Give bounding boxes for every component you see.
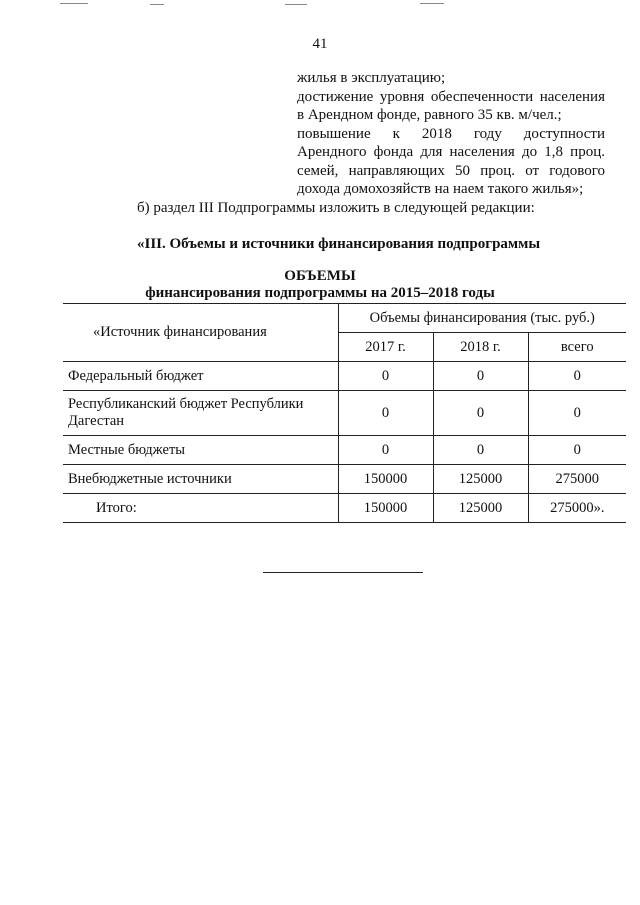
total-label: Итого: [63, 494, 338, 523]
section-title: «III. Объемы и источники финансирования подпрограммы [137, 236, 541, 252]
value-cell-total: 0 [528, 362, 626, 391]
table-total-row [63, 494, 626, 523]
scan-mark [285, 4, 307, 5]
table-row [63, 436, 626, 465]
amendment-instruction: б) раздел III Подпрограммы изложить в следующей редакции: [137, 200, 535, 216]
end-separator-line [263, 572, 423, 573]
continuation-list [297, 69, 605, 199]
value-cell-2018: 0 [433, 391, 528, 436]
value-cell-total: 0 [528, 436, 626, 465]
source-cell: Федеральный бюджет [63, 362, 338, 391]
table-row [63, 465, 626, 494]
value-cell-2018: 125000 [433, 465, 528, 494]
page-number: 41 [312, 36, 328, 52]
source-cell: Внебюджетные источники [63, 465, 338, 494]
source-cell: Местные бюджеты [63, 436, 338, 465]
column-header-2017: 2017 г. [338, 333, 433, 362]
source-cell: Республиканский бюджет Республики Дагестан [63, 391, 338, 436]
caption-subtitle: финансирования подпрограммы на 2015–2018 годы [145, 285, 495, 301]
column-header-2018: 2018 г. [433, 333, 528, 362]
value-cell-2017: 0 [338, 391, 433, 436]
scan-mark [60, 3, 88, 4]
value-cell-2017: 0 [338, 362, 433, 391]
value-cell-total: 0 [528, 391, 626, 436]
list-line: повышение к 2018 году доступности Арендного фонда для населения до 1,8 проц. семей, направляющих 50 проц. от годового дохода домохозяйств на наем такого жилья»; [297, 125, 605, 197]
total-cell-total: 275000». [528, 494, 626, 523]
caption-title: ОБЪЕМЫ [284, 268, 356, 284]
value-cell-2018: 0 [433, 362, 528, 391]
financing-table [63, 303, 626, 523]
table-header-row [63, 304, 626, 333]
value-cell-2017: 150000 [338, 465, 433, 494]
value-cell-2018: 0 [433, 436, 528, 465]
table-caption [0, 268, 640, 302]
scan-mark [420, 3, 444, 4]
total-cell-2017: 150000 [338, 494, 433, 523]
table-row [63, 391, 626, 436]
volume-header: Объемы финансирования (тыс. руб.) [338, 304, 626, 333]
value-cell-total: 275000 [528, 465, 626, 494]
table-row [63, 362, 626, 391]
value-cell-2017: 0 [338, 436, 433, 465]
scan-mark [150, 4, 164, 5]
total-cell-2018: 125000 [433, 494, 528, 523]
list-line: достижение уровня обеспеченности населения в Арендном фонде, равного 35 кв. м/чел.; [297, 88, 605, 123]
source-header: «Источник финансирования [63, 304, 338, 362]
column-header-total: всего [528, 333, 626, 362]
list-line: жилья в эксплуатацию; [297, 70, 446, 86]
